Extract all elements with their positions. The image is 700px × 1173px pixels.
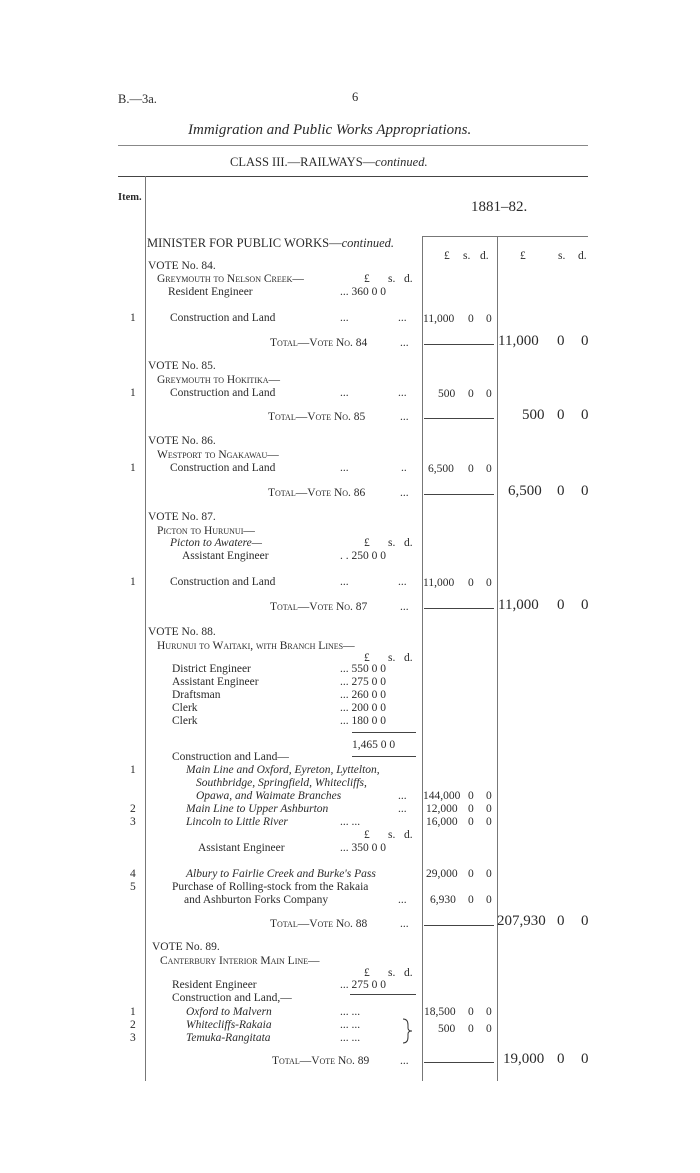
col-pound: £ bbox=[444, 250, 450, 262]
vote-87-sub-pound: £ bbox=[364, 537, 370, 549]
sum-rule bbox=[350, 994, 416, 995]
vote-89-sub-s: s. bbox=[388, 967, 396, 979]
vote-88-total-d: 0 bbox=[581, 913, 589, 929]
vote-87-construction-d: 0 bbox=[486, 577, 492, 589]
total-column-divider bbox=[497, 236, 498, 1081]
vote-84-sub-s: s. bbox=[388, 273, 396, 285]
item-pounds: 6,930 bbox=[430, 894, 456, 906]
vote-86-total-pounds: 6,500 bbox=[508, 483, 542, 499]
sum-rule bbox=[424, 418, 494, 419]
dots: ... bbox=[400, 1055, 409, 1067]
dots: ... bbox=[398, 387, 407, 399]
staff-amount: ... 550 0 0 bbox=[340, 663, 386, 675]
vote-88-ae-s: s. bbox=[388, 829, 396, 841]
vote-89-construction-heading: Construction and Land,— bbox=[172, 992, 292, 1004]
col-total-pence: d. bbox=[578, 250, 587, 262]
dots: ... ... bbox=[340, 1006, 361, 1018]
vote-88-total-label: Total—Vote No. 88 bbox=[270, 918, 368, 930]
vote-89-route: Canterbury Interior Main Line— bbox=[160, 955, 320, 967]
vote-87-engineer-label: Assistant Engineer bbox=[182, 550, 269, 562]
staff-label: Draftsman bbox=[172, 689, 221, 701]
vote-84-total-d: 0 bbox=[581, 333, 589, 349]
col-total-pound: £ bbox=[520, 250, 526, 262]
vote-89-total-pounds: 19,000 bbox=[503, 1051, 545, 1067]
dots: ... bbox=[400, 337, 409, 349]
dots: ... bbox=[398, 803, 407, 815]
vote-87-total-d: 0 bbox=[581, 597, 589, 613]
year-rule bbox=[422, 236, 588, 237]
dots: ... bbox=[400, 601, 409, 613]
item-pounds: 18,500 bbox=[424, 1006, 456, 1018]
item-text: Oxford to Malvern bbox=[186, 1006, 272, 1018]
vote-88-ae-pound: £ bbox=[364, 829, 370, 841]
class-heading: CLASS III.—RAILWAYS—continued. bbox=[230, 155, 428, 169]
vote-89-engineer-amount: ... 275 0 0 bbox=[340, 979, 386, 991]
item-s: 0 bbox=[468, 1006, 474, 1018]
vote-84-total-label: Total—Vote No. 84 bbox=[270, 337, 368, 349]
item-number: 1 bbox=[130, 312, 136, 324]
sum-rule bbox=[424, 344, 494, 345]
dots: ... bbox=[400, 487, 409, 499]
item-text: Purchase of Rolling-stock from the Rakaia bbox=[172, 881, 369, 893]
staff-amount: ... 275 0 0 bbox=[340, 676, 386, 688]
vote-88-staff-total: 1,465 0 0 bbox=[352, 739, 396, 751]
vote-87-total-s: 0 bbox=[557, 597, 565, 613]
staff-amount: ... 260 0 0 bbox=[340, 689, 386, 701]
item-d: 0 bbox=[486, 1023, 492, 1035]
vote-89-total-label: Total—Vote No. 89 bbox=[272, 1055, 370, 1067]
vote-84-total-pounds: 11,000 bbox=[498, 333, 539, 349]
dots: ... ... bbox=[340, 1019, 361, 1031]
year-column-header: 1881–82. bbox=[471, 199, 528, 215]
page-title: Immigration and Public Works Appropriations. bbox=[188, 122, 472, 138]
sum-rule bbox=[424, 494, 494, 495]
vote-85-construction-s: 0 bbox=[468, 388, 474, 400]
dots: ... bbox=[400, 918, 409, 930]
dots: ... bbox=[340, 462, 349, 474]
dots: ... bbox=[398, 790, 407, 802]
vote-86-total-label: Total—Vote No. 86 bbox=[268, 487, 366, 499]
vote-88-construction-heading: Construction and Land— bbox=[172, 751, 289, 763]
item-text: Albury to Fairlie Creek and Burke's Pass bbox=[186, 868, 376, 880]
dots: ... bbox=[340, 312, 349, 324]
vote-89-heading: VOTE No. 89. bbox=[152, 941, 220, 953]
pounds-column-divider bbox=[422, 236, 423, 1081]
sum-rule bbox=[352, 756, 416, 757]
item-column-divider bbox=[145, 176, 146, 1081]
vote-86-total-d: 0 bbox=[581, 483, 589, 499]
vote-87-construction-pounds: 11,000 bbox=[423, 577, 455, 589]
item-text: and Ashburton Forks Company bbox=[184, 894, 329, 906]
dots: ... bbox=[398, 894, 407, 906]
dots: ... bbox=[400, 411, 409, 423]
vote-88-ae-d: d. bbox=[404, 829, 413, 841]
vote-85-heading: VOTE No. 85. bbox=[148, 360, 216, 372]
staff-amount: ... 200 0 0 bbox=[340, 702, 386, 714]
item-d: 0 bbox=[486, 816, 492, 828]
vote-88-route: Hurunui to Waitaki, with Branch Lines— bbox=[157, 640, 355, 652]
title-rule bbox=[118, 145, 588, 146]
vote-86-construction-pounds: 6,500 bbox=[428, 463, 454, 475]
item-number: 3 bbox=[130, 1032, 136, 1044]
item-d: 0 bbox=[486, 1006, 492, 1018]
dots: ... bbox=[398, 312, 407, 324]
vote-88-total-pounds: 207,930 bbox=[497, 913, 546, 929]
item-text: Lincoln to Little River bbox=[186, 816, 288, 828]
dots: .. bbox=[401, 462, 407, 474]
vote-86-heading: VOTE No. 86. bbox=[148, 435, 216, 447]
item-s: 0 bbox=[468, 1023, 474, 1035]
vote-85-route: Greymouth to Hokitika— bbox=[157, 374, 281, 386]
item-column-header: Item. bbox=[118, 192, 142, 203]
item-number: 1 bbox=[130, 764, 136, 776]
item-s: 0 bbox=[468, 894, 474, 906]
item-text: Whitecliffs-Rakaia bbox=[186, 1019, 272, 1031]
dots: ... ... bbox=[340, 816, 361, 828]
vote-87-route: Picton to Hurunui— bbox=[157, 525, 255, 537]
vote-85-total-label: Total—Vote No. 85 bbox=[268, 411, 366, 423]
brace-icon bbox=[400, 1017, 414, 1045]
staff-label: Clerk bbox=[172, 715, 198, 727]
item-d: 0 bbox=[486, 894, 492, 906]
vote-87-sub-route: Picton to Awatere— bbox=[170, 537, 262, 549]
item-pounds: 144,000 bbox=[423, 790, 461, 802]
item-number: 1 bbox=[130, 1006, 136, 1018]
vote-84-construction-s: 0 bbox=[468, 313, 474, 325]
vote-85-total-s: 0 bbox=[557, 407, 565, 423]
vote-84-engineer-amount: ... 360 0 0 bbox=[340, 286, 386, 298]
vote-88-engineer-amount: ... 350 0 0 bbox=[340, 842, 386, 854]
sum-rule bbox=[424, 925, 494, 926]
item-number: 1 bbox=[130, 462, 136, 474]
item-text: Opawa, and Waimate Branches bbox=[196, 790, 342, 802]
vote-89-sub-d: d. bbox=[404, 967, 413, 979]
page-number: 6 bbox=[352, 90, 359, 104]
item-pounds: 16,000 bbox=[426, 816, 458, 828]
item-text: Temuka-Rangitata bbox=[186, 1032, 271, 1044]
dots: ... bbox=[398, 576, 407, 588]
item-number: 2 bbox=[130, 1019, 136, 1031]
vote-87-total-pounds: 11,000 bbox=[498, 597, 539, 613]
vote-84-sub-pound: £ bbox=[364, 273, 370, 285]
col-pence: d. bbox=[480, 250, 489, 262]
item-s: 0 bbox=[468, 816, 474, 828]
vote-86-total-s: 0 bbox=[557, 483, 565, 499]
vote-87-heading: VOTE No. 87. bbox=[148, 511, 216, 523]
vote-89-total-d: 0 bbox=[581, 1051, 589, 1067]
vote-86-route: Westport to Ngakawau— bbox=[157, 449, 279, 461]
vote-86-construction-d: 0 bbox=[486, 463, 492, 475]
vote-87-construction-label: Construction and Land bbox=[170, 576, 276, 588]
item-d: 0 bbox=[486, 803, 492, 815]
item-s: 0 bbox=[468, 868, 474, 880]
vote-88-sub-d: d. bbox=[404, 652, 413, 664]
item-text: Southbridge, Springfield, Whitecliffs, bbox=[196, 777, 367, 789]
vote-87-total-label: Total—Vote No. 87 bbox=[270, 601, 368, 613]
vote-86-construction-s: 0 bbox=[468, 463, 474, 475]
staff-label: District Engineer bbox=[172, 663, 251, 675]
item-number: 2 bbox=[130, 803, 136, 815]
item-pounds: 500 bbox=[438, 1023, 456, 1035]
vote-86-construction-label: Construction and Land bbox=[170, 462, 276, 474]
vote-87-engineer-amount: . . 250 0 0 bbox=[340, 550, 386, 562]
vote-85-construction-label: Construction and Land bbox=[170, 387, 276, 399]
vote-84-route: Greymouth to Nelson Creek— bbox=[157, 273, 304, 285]
vote-84-total-s: 0 bbox=[557, 333, 565, 349]
minister-heading: MINISTER FOR PUBLIC WORKS—continued. bbox=[147, 236, 395, 250]
staff-amount: ... 180 0 0 bbox=[340, 715, 386, 727]
vote-88-total-s: 0 bbox=[557, 913, 565, 929]
vote-85-construction-d: 0 bbox=[486, 388, 492, 400]
document-reference: B.—3a. bbox=[118, 92, 157, 106]
vote-84-heading: VOTE No. 84. bbox=[148, 260, 216, 272]
item-text: Main Line and Oxford, Eyreton, Lyttelton, bbox=[186, 764, 380, 776]
vote-89-sub-pound: £ bbox=[364, 967, 370, 979]
item-s: 0 bbox=[468, 803, 474, 815]
vote-84-engineer-label: Resident Engineer bbox=[168, 286, 253, 298]
vote-84-construction-d: 0 bbox=[486, 313, 492, 325]
vote-85-construction-pounds: 500 bbox=[438, 388, 456, 400]
item-pounds: 29,000 bbox=[426, 868, 458, 880]
vote-84-sub-d: d. bbox=[404, 273, 413, 285]
dots: ... bbox=[340, 576, 349, 588]
item-number: 1 bbox=[130, 576, 136, 588]
item-d: 0 bbox=[486, 868, 492, 880]
item-pounds: 12,000 bbox=[426, 803, 458, 815]
vote-89-engineer-label: Resident Engineer bbox=[172, 979, 257, 991]
vote-84-construction-pounds: 11,000 bbox=[423, 313, 455, 325]
item-number: 4 bbox=[130, 868, 136, 880]
table-top-rule bbox=[118, 176, 588, 177]
staff-label: Assistant Engineer bbox=[172, 676, 259, 688]
vote-87-sub-d: d. bbox=[404, 537, 413, 549]
item-d: 0 bbox=[486, 790, 492, 802]
sum-rule bbox=[424, 608, 494, 609]
vote-85-total-d: 0 bbox=[581, 407, 589, 423]
item-number: 5 bbox=[130, 881, 136, 893]
sum-rule bbox=[352, 732, 416, 733]
vote-88-sub-s: s. bbox=[388, 652, 396, 664]
col-total-shillings: s. bbox=[558, 250, 566, 262]
vote-89-total-s: 0 bbox=[557, 1051, 565, 1067]
vote-85-total-pounds: 500 bbox=[522, 407, 545, 423]
vote-88-engineer-label: Assistant Engineer bbox=[198, 842, 285, 854]
vote-87-sub-s: s. bbox=[388, 537, 396, 549]
item-text: Main Line to Upper Ashburton bbox=[186, 803, 329, 815]
item-number: 3 bbox=[130, 816, 136, 828]
vote-88-heading: VOTE No. 88. bbox=[148, 626, 216, 638]
vote-87-construction-s: 0 bbox=[468, 577, 474, 589]
col-shillings: s. bbox=[463, 250, 471, 262]
item-number: 1 bbox=[130, 387, 136, 399]
sum-rule bbox=[424, 1062, 494, 1063]
item-s: 0 bbox=[468, 790, 474, 802]
vote-88-sub-pound: £ bbox=[364, 652, 370, 664]
staff-label: Clerk bbox=[172, 702, 198, 714]
vote-84-construction-label: Construction and Land bbox=[170, 312, 276, 324]
dots: ... bbox=[340, 387, 349, 399]
dots: ... ... bbox=[340, 1032, 361, 1044]
